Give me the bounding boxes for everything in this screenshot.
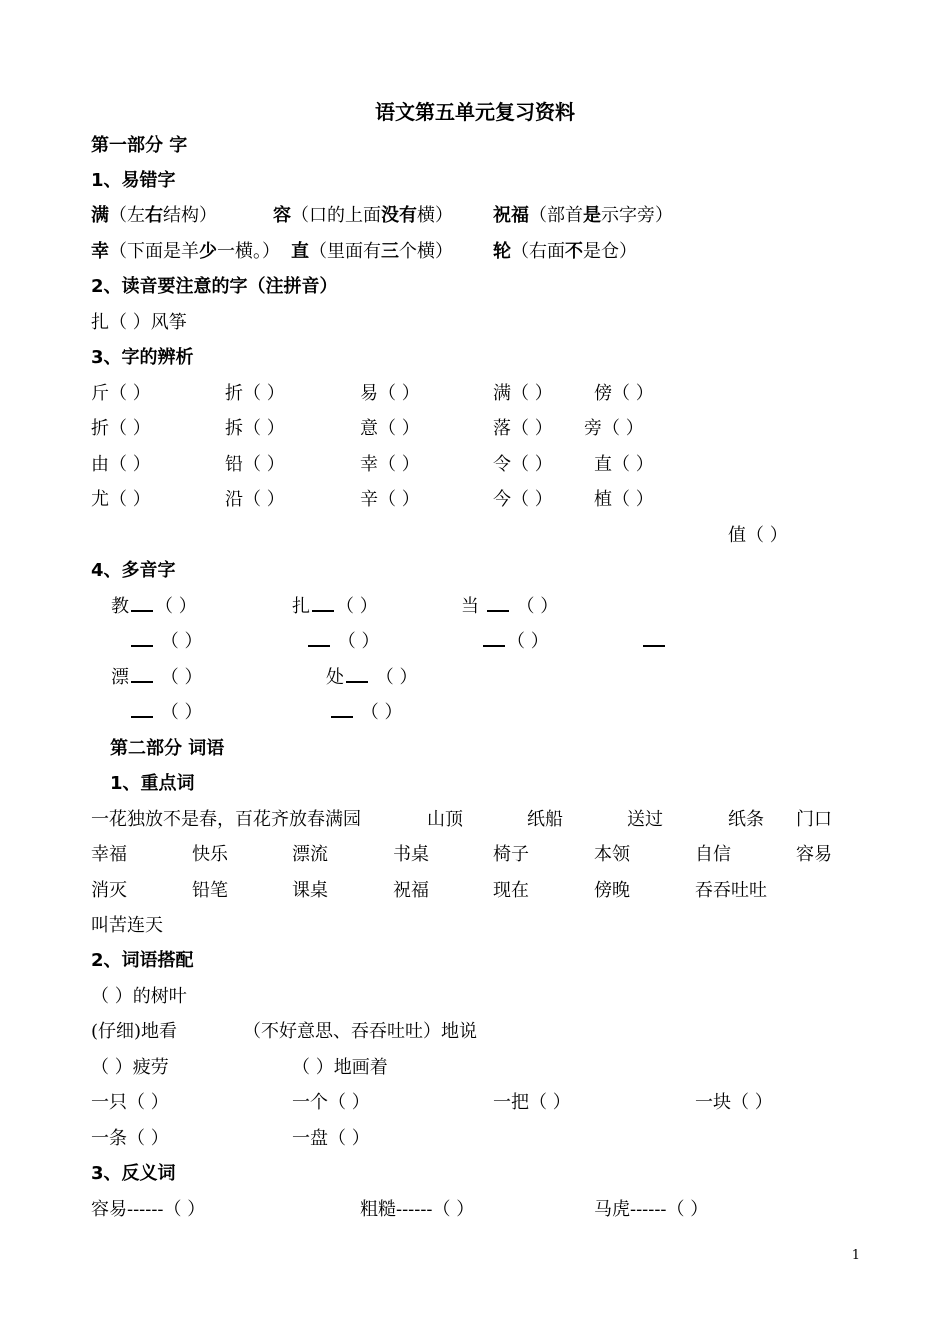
keyword-row-2: 幸福 快乐 漂流 书桌 椅子 本领 自信 容易 bbox=[91, 844, 832, 865]
page-title: 语文第五单元复习资料 bbox=[375, 100, 575, 124]
polyphone-row-1: 教 （ ） 扎 （ ） 当 （ ） bbox=[111, 596, 559, 617]
p2-s1-heading: 1、重点词 bbox=[110, 773, 195, 794]
p2-s2-heading: 2、词语搭配 bbox=[91, 950, 194, 971]
measure-word-row-2: 一条（ ） 一盘（ ） bbox=[91, 1128, 370, 1149]
error-chars-row-2: 幸（下面是羊少一横。） 直（里面有三个横） 轮（右面不是仓） bbox=[91, 241, 637, 262]
part2-heading: 第二部分 词语 bbox=[110, 738, 225, 759]
pinyin-line: 扎（ ）风筝 bbox=[91, 312, 187, 333]
distinguish-row-1: 斤（ ） 折（ ） 易（ ） 满（ ） 傍（ ） bbox=[91, 383, 654, 404]
page-number: 1 bbox=[851, 1248, 860, 1263]
s1-heading: 1、易错字 bbox=[91, 170, 176, 191]
collocation-line-3: （ ）疲劳 （ ）地画着 bbox=[91, 1057, 388, 1078]
polyphone-row-2: （ ） （ ） （ ） bbox=[91, 629, 871, 655]
polyphone-row-4: （ ） （ ） bbox=[91, 700, 871, 726]
collocation-line-2: (仔细)地看 （不好意思、吞吞吐吐）地说 bbox=[91, 1021, 477, 1042]
polyphone-row-3: 漂 （ ） 处 （ ） bbox=[111, 667, 418, 688]
error-chars-row-1: 满（左右结构） 容（口的上面没有横） 祝福（部首是示字旁） bbox=[91, 205, 673, 226]
measure-word-row-1: 一只（ ） 一个（ ） 一把（ ） 一块（ ） bbox=[91, 1092, 773, 1113]
distinguish-row-4: 尤（ ） 沿（ ） 辛（ ） 今（ ） 植（ ） bbox=[91, 489, 654, 510]
keyword-row-3: 消灭 铅笔 课桌 祝福 现在 傍晚 吞吞吐吐 bbox=[91, 880, 767, 901]
antonym-row: 容易------（ ） 粗糙------（ ） 马虎------（ ） bbox=[91, 1199, 709, 1220]
keyword-row-1: 一花独放不是春，百花齐放春满园 山顶 纸船 送过 纸条 门口 bbox=[91, 809, 832, 830]
p2-s3-heading: 3、反义词 bbox=[91, 1163, 176, 1184]
keyword-row-4: 叫苦连天 bbox=[91, 915, 163, 936]
distinguish-row-2: 折（ ） 拆（ ） 意（ ） 落（ ） 旁（ ） bbox=[91, 418, 644, 439]
distinguish-row-3: 由（ ） 铅（ ） 幸（ ） 令（ ） 直（ ） bbox=[91, 454, 654, 475]
part1-heading: 第一部分 字 bbox=[91, 135, 188, 156]
collocation-line-1: （ ）的树叶 bbox=[91, 986, 187, 1007]
s3-heading: 3、字的辨析 bbox=[91, 347, 194, 368]
distinguish-extra: 值（ ） bbox=[728, 525, 788, 546]
s2-heading: 2、读音要注意的字（注拼音） bbox=[91, 276, 338, 297]
s4-heading: 4、多音字 bbox=[91, 560, 176, 581]
